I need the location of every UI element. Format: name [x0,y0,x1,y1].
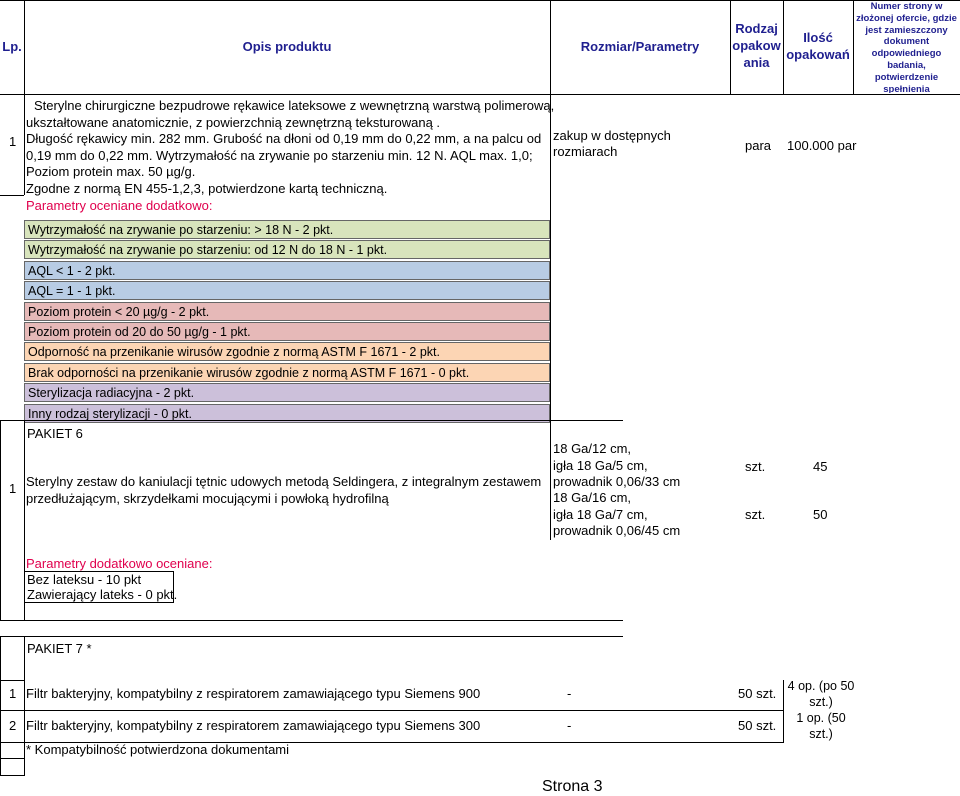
item1-param-row: Inny rodzaj sterylizacji - 0 pkt. [24,404,550,423]
item1-params-title: Parametry oceniane dodatkowo: [26,198,213,213]
pakiet6-lp: 1 [9,481,17,496]
pakiet6-qty-2: 50 [813,507,828,522]
item1-quantity: 100.000 par [787,138,857,153]
pakiet6-unit-1: szt. [745,459,766,474]
pakiet6-param-2: Zawierający lateks - 0 pkt. [27,587,178,602]
pakiet7-row1-dash: - [567,686,572,701]
pakiet7-row2-qty: 50 szt. [738,718,777,733]
pakiet7-row1-pack: 4 op. (po 50 szt.) [787,679,855,709]
item1-param-row: Sterylizacja radiacyjna - 2 pkt. [24,383,550,402]
pakiet7-title: PAKIET 7 * [27,641,92,656]
pakiet6-size-2: 18 Ga/16 cm, igła 18 Ga/7 cm, prowadnik 0,06/45 cm [553,490,681,538]
item1-param-row: Brak odporności na przenikanie wirusów zgodnie z normą ASTM F 1671 - 0 pkt. [24,363,550,382]
pakiet6-title: PAKIET 6 [27,426,83,441]
item1-param-row: Poziom protein od 20 do 50 µg/g - 1 pkt. [24,322,550,341]
item1-lp: 1 [9,134,17,149]
pakiet7-row2-lp: 2 [9,718,17,733]
item1-param-row: Poziom protein < 20 µg/g - 2 pkt. [24,302,550,321]
item1-param-row: Wytrzymałość na zrywanie po starzeniu: > 18 N - 2 pkt. [24,220,550,239]
pakiet6-qty-1: 45 [813,459,828,474]
item1-unit: para [745,138,772,153]
header-lp: Lp. [2,39,22,54]
pakiet7-row1-lp: 1 [9,686,17,701]
header-opis: Opis produktu [242,39,332,54]
item1-description: Sterylne chirurgiczne bezpudrowe rękawice lateksowe z wewnętrzną warstwą polimerową, ukształtowane anatomicznie, z powierzchnią zewnętrzną teksturowaną . Długość rękawicy min. 282 mm. Grubość na dłoni od 0,19 mm do 0,22 mm, a na palcu od 0,19 mm do 0,22 mm. Wytrzymałość na zrywanie po starzeniu min. 12 N. AQL max. 1,0; Poziom protein max. 50 µg/g. Zgodne z normą EN 455-1,2,3, potwierdzone kartą techniczną. [26,98,555,196]
item1-param-row: Odporność na przenikanie wirusów zgodnie z normą ASTM F 1671 - 2 pkt. [24,342,550,361]
item1-param-row: Wytrzymałość na zrywanie po starzeniu: od 12 N do 18 N - 1 pkt. [24,240,550,259]
header-numer: Numer strony w złożonej ofercie, gdzie jest zamieszczony dokument odpowiedniego badania, potwierdzenie spełnienia [856,1,957,93]
header-rozmiar: Rozmiar/Parametry [580,39,700,54]
item1-param-row: AQL = 1 - 1 pkt. [24,281,550,300]
pakiet6-params-title: Parametry dodatkowo oceniane: [26,556,213,571]
pakiet6-param-1: Bez lateksu - 10 pkt [27,572,142,587]
pakiet7-row1-qty: 50 szt. [738,686,777,701]
header-rodzaj: Rodzaj opakow ania [732,21,781,70]
pakiet6-unit-2: szt. [745,507,766,522]
pakiet7-row1-desc: Filtr bakteryjny, kompatybilny z respiratorem zamawiającego typu Siemens 900 [26,686,481,701]
item1-param-row: AQL < 1 - 2 pkt. [24,261,550,280]
pakiet7-note: * Kompatybilność potwierdzona dokumentami [26,742,290,757]
pakiet6-size-1: 18 Ga/12 cm, igła 18 Ga/5 cm, prowadnik 0,06/33 cm [553,441,681,489]
page-number: Strona 3 [542,778,603,795]
pakiet7-row2-pack: 1 op. (50 szt.) [796,711,846,741]
item1-size: zakup w dostępnych rozmiarach [553,128,671,159]
pakiet6-description: Sterylny zestaw do kaniulacji tętnic udowych metodą Seldingera, z integralnym zestawem przedłużającym, skrzydełkami mocującymi i powłoką hydrofilną [26,474,542,506]
pakiet7-row2-dash: - [567,718,572,733]
header-ilosc: Ilość opakowań [786,30,850,62]
pakiet7-row2-desc: Filtr bakteryjny, kompatybilny z respiratorem zamawiającego typu Siemens 300 [26,718,481,733]
